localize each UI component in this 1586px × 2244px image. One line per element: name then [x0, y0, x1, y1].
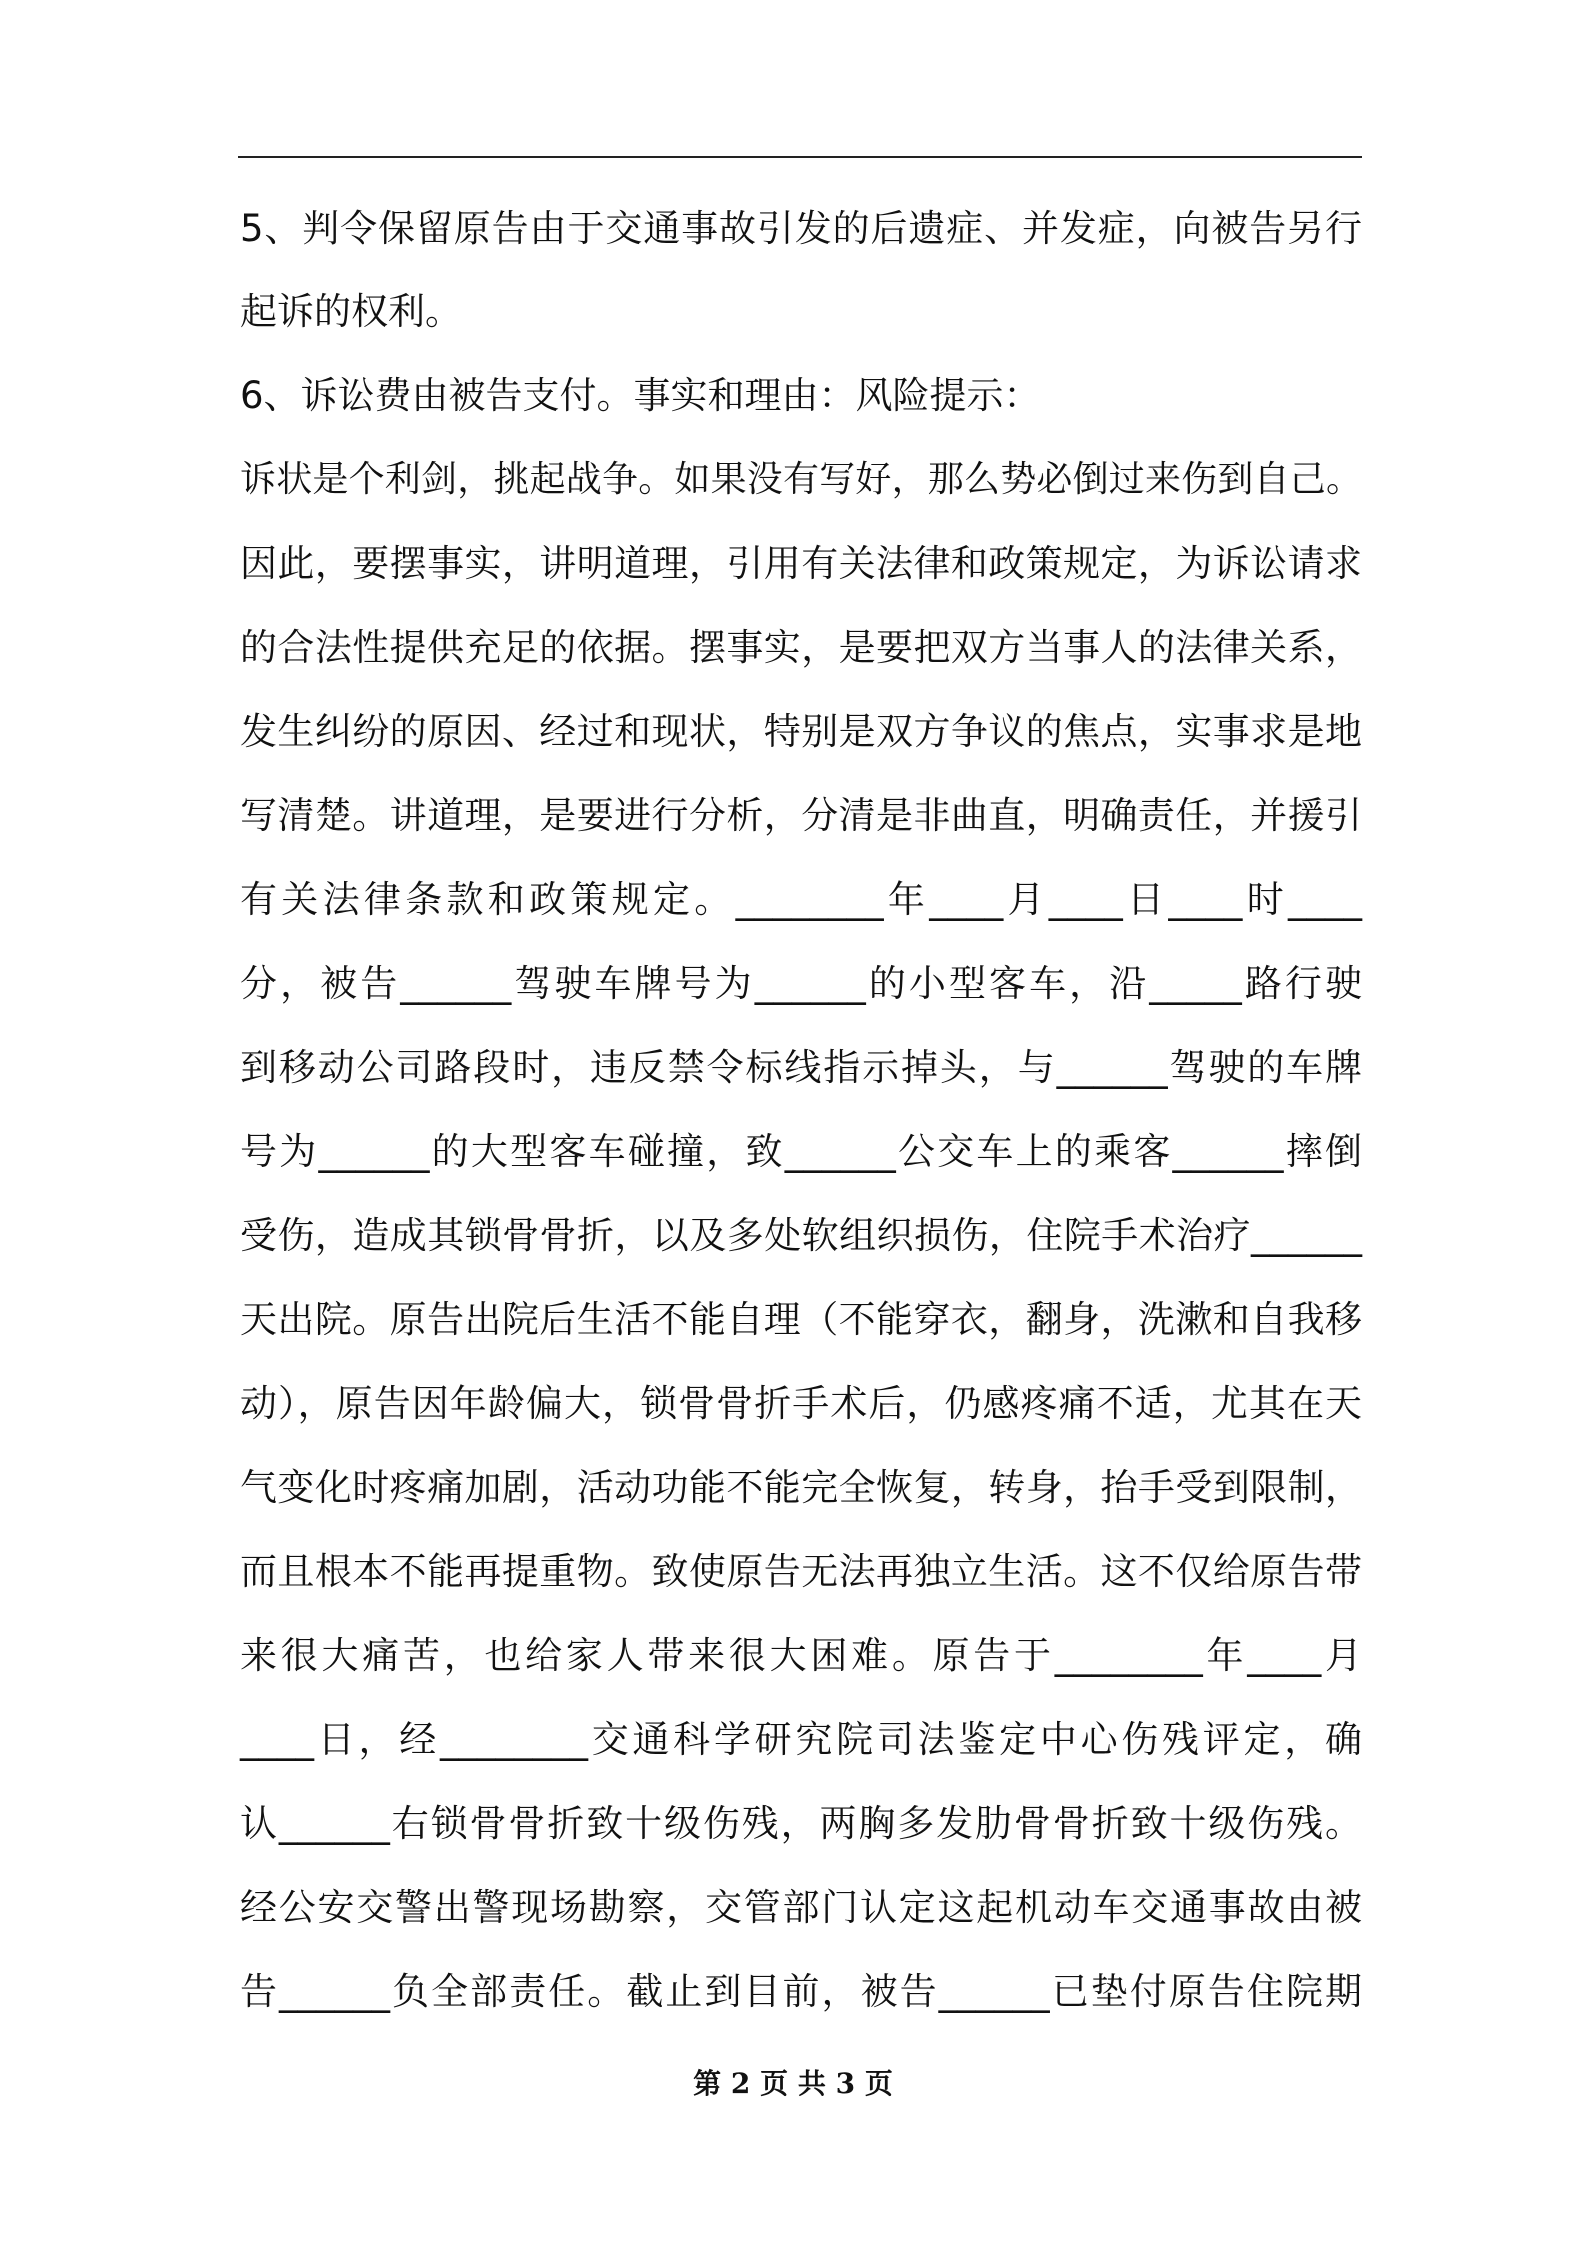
body-line: 5、判令保留原告由于交通事故引发的后遗症、并发症，向被告另行	[240, 207, 1362, 250]
header-rule	[238, 156, 1362, 158]
body-line: 受伤，造成其锁骨骨折，以及多处软组织损伤，住院手术治疗______	[240, 1214, 1362, 1257]
body-line: 因此，要摆事实，讲明道理，引用有关法律和政策规定，为诉讼请求	[240, 542, 1362, 585]
body-line: 的合法性提供充足的依据。摆事实，是要把双方当事人的法律关系，	[240, 626, 1362, 669]
body-line: 告______负全部责任。截止到目前，被告______已垫付原告住院期	[240, 1970, 1362, 2013]
body-line: 写清楚。讲道理，是要进行分析，分清是非曲直，明确责任，并援引	[240, 794, 1362, 837]
body-line: 有关法律条款和政策规定。________年____月____日____时____	[240, 878, 1362, 921]
body-line: 分，被告______驾驶车牌号为______的小型客车，沿_____路行驶	[240, 962, 1362, 1005]
body-line: 认______右锁骨骨折致十级伤残，两胸多发肋骨骨折致十级伤残。	[240, 1802, 1362, 1845]
body-line: 号为______的大型客车碰撞，致______公交车上的乘客______摔倒	[240, 1130, 1362, 1173]
body-line: 发生纠纷的原因、经过和现状，特别是双方争议的焦点，实事求是地	[240, 710, 1362, 753]
body-line: 气变化时疼痛加剧，活动功能不能完全恢复，转身，抬手受到限制，	[240, 1466, 1362, 1509]
body-line: 来很大痛苦，也给家人带来很大困难。原告于________年____月	[240, 1634, 1362, 1677]
body-line: 到移动公司路段时，违反禁令标线指示掉头，与______驾驶的车牌	[240, 1046, 1362, 1089]
body-line: 起诉的权利。	[240, 290, 462, 333]
body-line: ____日，经________交通科学研究院司法鉴定中心伤残评定，确	[240, 1718, 1362, 1761]
body-line: 经公安交警出警现场勘察，交管部门认定这起机动车交通事故由被	[240, 1886, 1362, 1929]
body-line: 诉状是个利剑，挑起战争。如果没有写好，那么势必倒过来伤到自己。	[240, 459, 1362, 500]
body-line: 动），原告因年龄偏大，锁骨骨折手术后，仍感疼痛不适，尤其在天	[240, 1382, 1362, 1425]
body-line: 天出院。原告出院后生活不能自理（不能穿衣，翻身，洗漱和自我移	[240, 1298, 1362, 1341]
page-footer: 第 2 页 共 3 页	[693, 2067, 893, 2100]
body-line: 6、诉讼费由被告支付。事实和理由：风险提示：	[240, 374, 1041, 417]
body-line: 而且根本不能再提重物。致使原告无法再独立生活。这不仅给原告带	[240, 1550, 1362, 1593]
